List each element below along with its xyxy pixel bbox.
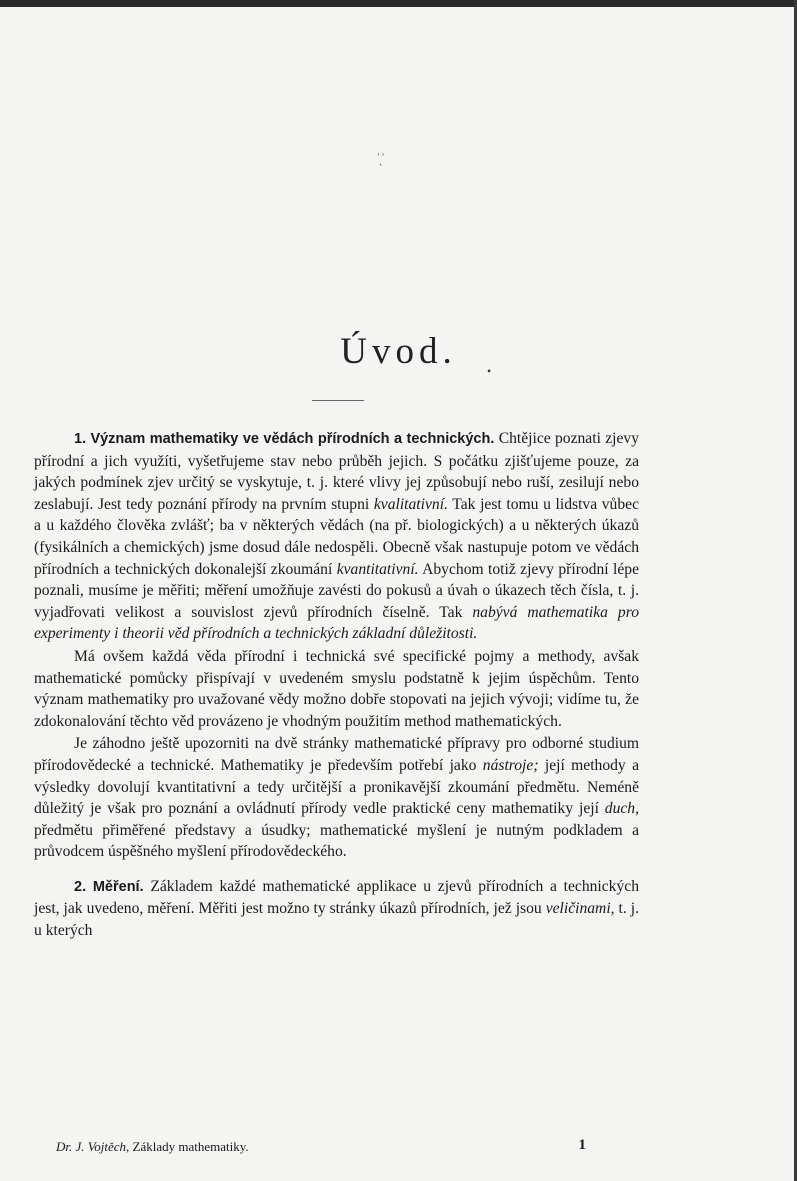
emphasis-text: nástroje; bbox=[482, 756, 539, 774]
section-1-paragraph-2: Má ovšem každá věda přírodní i technická své specifické pojmy a methody, avšak mathematické pomůcky přispívají v uvedeném smyslu podstatně k jejim úspěchům. Tento význam mathematiky pro uvažované vědy možno dobře stopovati na jejich vývoji; vidíme tu, že zdokonalování těchto věd provázeno je vhodným použitím method mathematických. bbox=[34, 647, 639, 730]
section-2-heading: Měření. bbox=[92, 878, 144, 895]
emphasis-text: kvantitativní. bbox=[336, 560, 419, 578]
text-run: t. j. u kterých bbox=[34, 900, 639, 940]
title-rule bbox=[312, 400, 364, 401]
print-dot: • bbox=[487, 364, 492, 378]
text-run: Základem každé mathematické applikace u zjevů přírodních a technických jest, jak uvedeno, bbox=[34, 877, 639, 918]
section-1-number: 1. bbox=[74, 431, 87, 447]
footer-book-title: Základy mathematiky. bbox=[129, 1139, 249, 1154]
page-number: 1 bbox=[578, 1137, 586, 1153]
section-1-paragraph-3 bbox=[34, 733, 639, 863]
print-mark: ˈ̣ʾ bbox=[376, 152, 386, 167]
text-run: Abychom totiž zjevy přírodní lépe poznali, musíme je měřiti; měření umožňuje zavésti do pokusů a úvah o úkazech těch čísla, t. j. vyjadřovati velikost a souvislost zjevů přírodních číselně. Tak bbox=[34, 560, 639, 621]
section-1-heading: Význam mathematiky ve vědách přírodních a technických. bbox=[90, 431, 495, 447]
section-2-paragraph-1 bbox=[34, 876, 639, 942]
body-text bbox=[34, 428, 639, 942]
page-title: Úvod. bbox=[340, 331, 457, 372]
text-run: Je záhodno ještě upozorniti na dvě stránky mathematické přípravy pro odborné studium přírodovědecké a technické. Mathematiky je především potřebí jako bbox=[34, 735, 639, 774]
text-run: její methody a výsledky dovolují kvantitativní a tedy určitější a pronikavější zkoumání předmětu. Neméně důležitý je však pro poznání a ovládnutí přírody vedle praktické ceny mathematiky její bbox=[34, 756, 639, 818]
emphasis-text: veličinami, bbox=[545, 900, 615, 918]
text-run: Chtějice poznati zjevy přírodní a jich využíti, vyšetřujeme stav nebo průběh jejich. S počátku zjišťujeme pouze, za jakých podmínek zjev určitý se vyskytuje, t. j. které vlivy jej způsobují nebo ruší, zesilují nebo zeslabují. Jest tedy poznání přírody na prvním stupni bbox=[34, 430, 639, 513]
text-run: Měřiti jest možno ty stránky úkazů přírodních, jež jsou bbox=[194, 900, 546, 918]
emphasis-text: duch, bbox=[604, 800, 639, 818]
emphasis-text: kvalitativní. bbox=[373, 495, 448, 513]
section-2-number: 2. bbox=[74, 878, 87, 895]
spaced-text: měření. bbox=[147, 900, 195, 918]
footer-author: Dr. J. Vojtěch, bbox=[56, 1139, 130, 1154]
section-1-paragraph-1 bbox=[34, 428, 639, 645]
page-footer bbox=[56, 1139, 586, 1155]
emphasis-text: nabývá mathematika pro experimenty i theorii věd přírodních a technických základní důležitosti. bbox=[34, 603, 639, 643]
text-run: předmětu přiměřené představy a úsudky; mathematické myšlení je nutným podkladem a průvodcem úspěšného myšlení přírodovědeckého. bbox=[34, 821, 639, 861]
text-run: Tak jest tomu u lidstva vůbec a u každého člověka zvlášť; ba v některých vědách (na př. biologických) a u některých úkazů (fysikálních a chemických) jsme dosud dále nedospěli. Obecně však nastupuje potom ve vědách přírodních a technických dokonalejší zkoumání bbox=[34, 495, 639, 578]
scan-top-edge bbox=[0, 0, 797, 7]
